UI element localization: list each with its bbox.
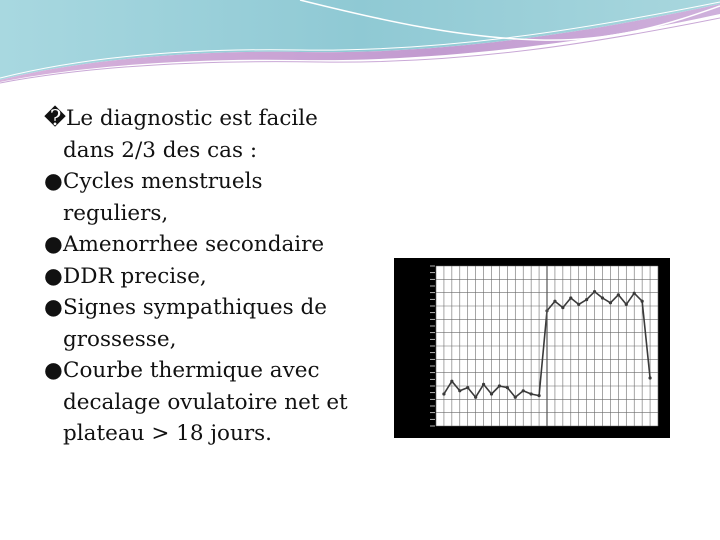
header-swoosh-decoration	[0, 0, 720, 90]
data-point	[641, 300, 644, 303]
bullet-icon: ●	[44, 358, 63, 383]
data-point	[601, 296, 604, 299]
bullet-icon: ●	[44, 232, 63, 257]
data-point	[498, 384, 501, 387]
data-point	[442, 392, 445, 395]
list-item: ●DDR precise,	[44, 261, 374, 293]
slide-body-text	[44, 103, 374, 450]
list-item-continuation: decalage ovulatoire net et	[63, 389, 348, 415]
data-point	[450, 380, 453, 383]
data-point	[466, 386, 469, 389]
data-point	[506, 386, 509, 389]
data-point	[553, 300, 556, 303]
data-point	[593, 290, 596, 293]
intro-line-2: dans 2/3 des cas :	[63, 137, 258, 163]
bullet-icon: ●	[44, 169, 63, 194]
temperature-curve-figure	[394, 258, 670, 438]
data-point	[530, 392, 533, 395]
temperature-curve-chart	[394, 258, 670, 438]
data-point	[648, 376, 651, 379]
list-item-continuation: plateau > 18 jours.	[63, 421, 272, 446]
list-item-continuation: reguliers,	[63, 200, 169, 226]
data-point	[482, 383, 485, 386]
data-point	[609, 301, 612, 304]
list-item: ●Signes sympathiques de	[44, 292, 374, 324]
data-point	[514, 396, 517, 399]
data-point	[633, 292, 636, 295]
data-point	[625, 303, 628, 306]
data-point	[585, 298, 588, 301]
data-point	[490, 392, 493, 395]
data-point	[474, 396, 477, 399]
list-item: ●Cycles menstruels	[44, 166, 374, 198]
list-item: ●Courbe thermique avec	[44, 355, 374, 387]
bullet-icon: ●	[44, 263, 63, 289]
intro-line: �Le diagnostic est facile	[44, 106, 318, 131]
data-point	[577, 303, 580, 306]
box-glyph-icon: �	[44, 106, 67, 131]
list-item: ●Amenorrhee secondaire	[44, 229, 374, 261]
data-point	[569, 296, 572, 299]
data-point	[617, 293, 620, 296]
data-point	[537, 394, 540, 397]
data-point	[561, 306, 564, 309]
bullet-icon: ●	[44, 295, 63, 320]
list-item-continuation: grossesse,	[63, 326, 177, 352]
data-point	[522, 389, 525, 392]
data-point	[458, 389, 461, 392]
